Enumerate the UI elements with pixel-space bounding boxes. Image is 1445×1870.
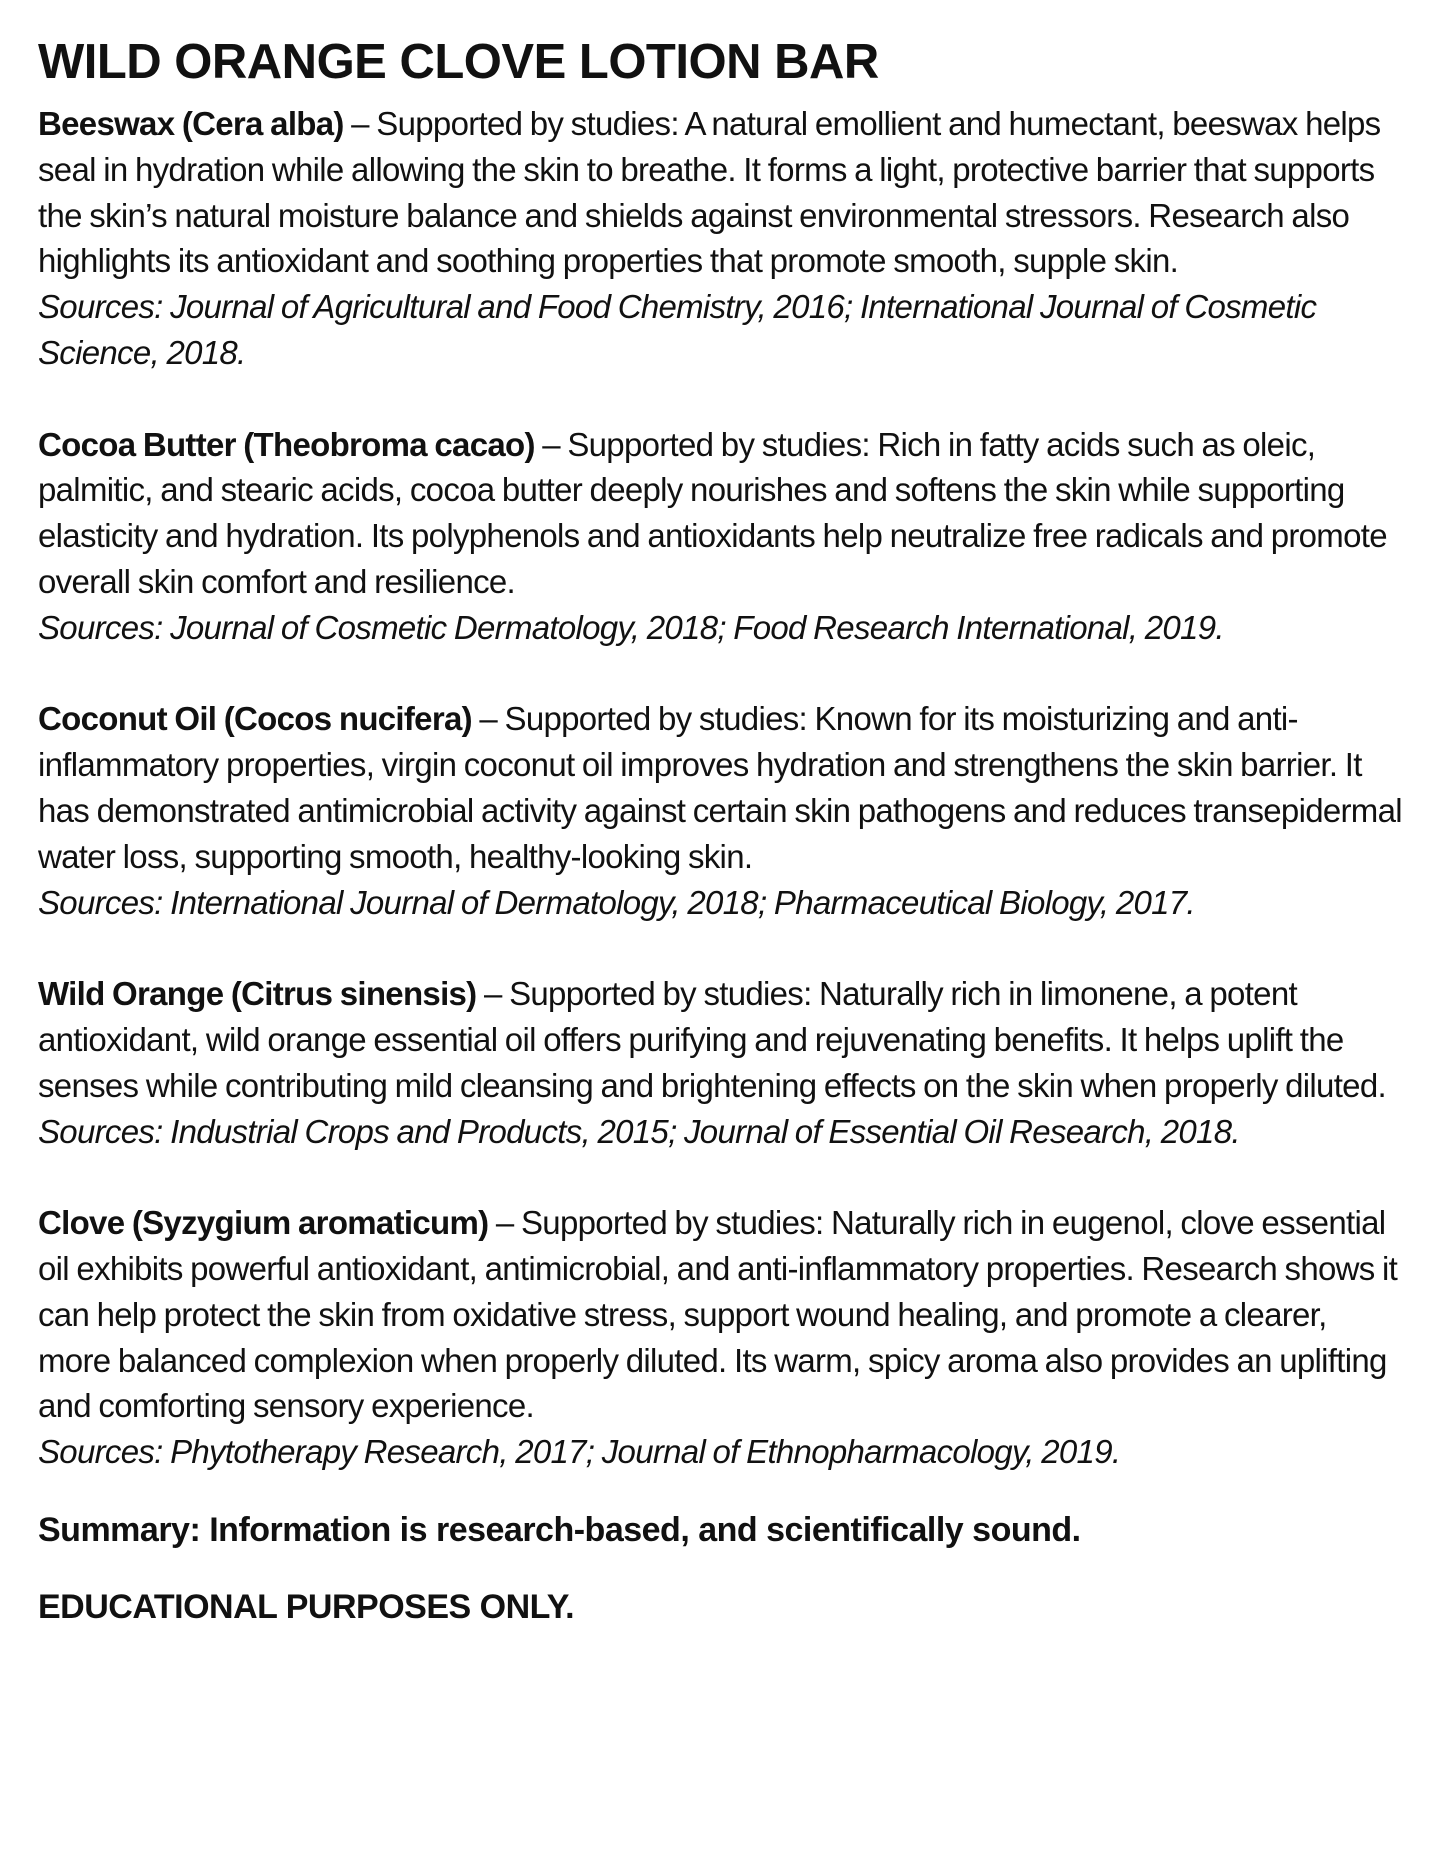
ingredient-name: Coconut Oil (Cocos nucifera) <box>38 700 472 738</box>
ingredient-entry-clove <box>38 1200 1405 1475</box>
ingredient-name: Wild Orange (Citrus sinensis) <box>38 975 477 1013</box>
ingredient-sources: Sources: Industrial Crops and Products, 2015; Journal of Essential Oil Research, 2018. <box>38 1112 1240 1150</box>
ingredient-entry-beeswax <box>38 101 1405 376</box>
ingredient-entry-cocoa-butter <box>38 422 1405 651</box>
ingredient-description: – Supported by studies: Naturally rich in limonene, a potent antioxidant, wild orange essential oil offers purifying and rejuvenating benefits. It helps uplift the senses while contributing mild cleansing and brightening effects on the skin when properly diluted. <box>38 975 1386 1104</box>
ingredient-name: Clove (Syzygium aromaticum) <box>38 1204 489 1242</box>
ingredient-entry-wild-orange <box>38 971 1405 1154</box>
ingredient-sources: Sources: Phytotherapy Research, 2017; Journal of Ethnopharmacology, 2019. <box>38 1433 1121 1471</box>
document-title: WILD ORANGE CLOVE LOTION BAR <box>38 35 879 89</box>
ingredient-paragraph <box>38 696 1405 879</box>
ingredient-description: – Supported by studies: A natural emollient and humectant, beeswax helps seal in hydration while allowing the skin to breathe. It forms a light, protective barrier that supports the skin’s natural moisture balance and shields against environmental stressors. Research also highlights its antioxidant and soothing properties that promote smooth, supple skin. <box>38 105 1381 280</box>
ingredient-paragraph <box>38 422 1405 605</box>
ingredient-paragraph <box>38 971 1405 1108</box>
ingredient-paragraph <box>38 101 1405 284</box>
ingredient-name: Cocoa Butter (Theobroma cacao) <box>38 425 535 463</box>
ingredient-description: – Supported by studies: Known for its moisturizing and anti-inflammatory properties, virgin coconut oil improves hydration and strengthens the skin barrier. It has demonstrated antimicrobial activity against certain skin pathogens and reduces transepidermal water loss, supporting smooth, healthy-looking skin. <box>38 700 1402 875</box>
ingredient-entry-coconut-oil <box>38 696 1405 925</box>
ingredient-sources: Sources: International Journal of Dermatology, 2018; Pharmaceutical Biology, 2017. <box>38 883 1195 921</box>
ingredient-sources: Sources: Journal of Cosmetic Dermatology, 2018; Food Research International, 2019. <box>38 608 1224 646</box>
ingredient-name: Beeswax (Cera alba) <box>38 105 344 142</box>
educational-disclaimer: EDUCATIONAL PURPOSES ONLY. <box>38 1587 575 1626</box>
ingredient-description: – Supported by studies: Naturally rich in eugenol, clove essential oil exhibits powerful antioxidant, antimicrobial, and anti-inflammatory properties. Research shows it can help protect the skin from oxidative stress, support wound healing, and promote a clearer, more balanced complexion when properly diluted. Its warm, spicy aroma also provides an uplifting and comforting sensory experience. <box>38 1204 1398 1425</box>
summary-statement: Summary: Information is research-based, and scientifically sound. <box>38 1510 1081 1549</box>
ingredient-sources: Sources: Journal of Agricultural and Food Chemistry, 2016; International Journal of Cosmetic Science, 2018. <box>38 288 1317 371</box>
ingredient-description: – Supported by studies: Rich in fatty acids such as oleic, palmitic, and stearic acids, cocoa butter deeply nourishes and softens the skin while supporting elasticity and hydration. Its polyphenols and antioxidants help neutralize free radicals and promote overall skin comfort and resilience. <box>38 425 1387 600</box>
ingredient-paragraph <box>38 1200 1405 1429</box>
